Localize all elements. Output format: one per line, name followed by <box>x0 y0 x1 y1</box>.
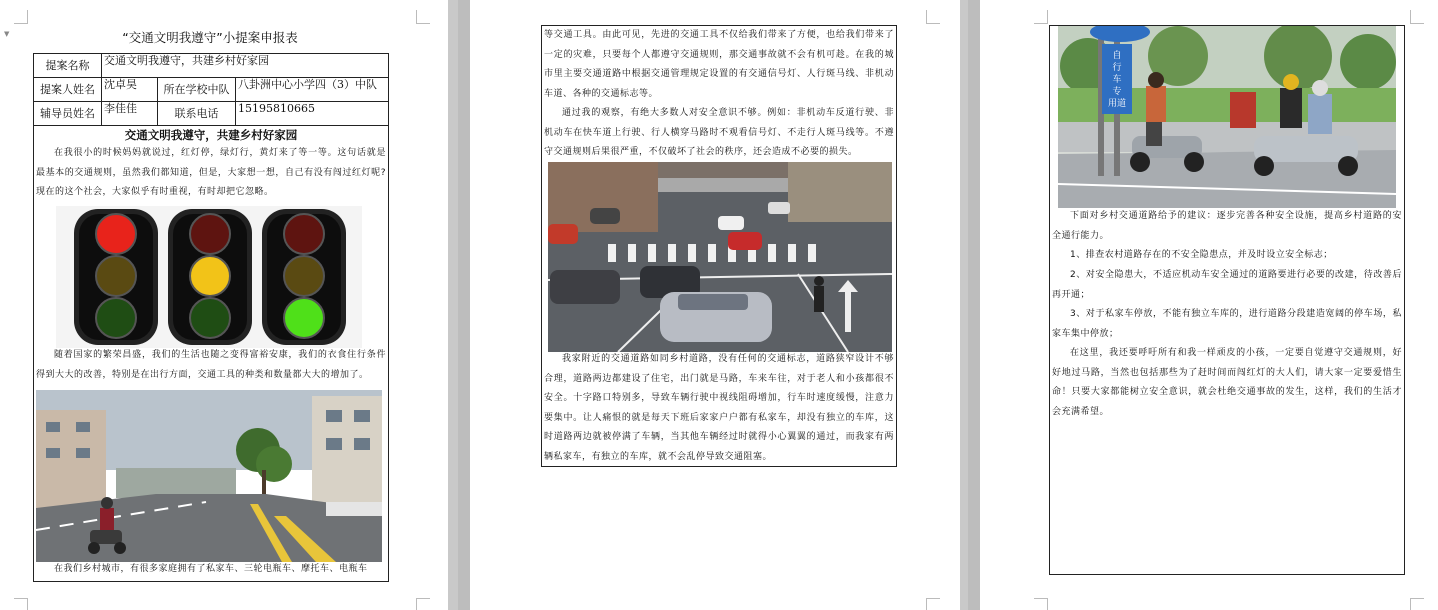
page-gutter <box>448 0 458 610</box>
page-gutter <box>968 0 980 610</box>
paragraph: 下面对乡村交通道路给予的建议：逐步完善各种安全设施，提高乡村道路的安全通行能力。 <box>1052 211 1402 241</box>
essay-frame <box>1049 25 1405 575</box>
svg-text:车: 车 <box>1112 75 1122 85</box>
traffic-lights-icon <box>56 206 362 348</box>
phone-label: 联系电话 <box>158 102 236 126</box>
document-page-3[interactable] <box>980 0 1438 610</box>
suggestion-item: 3、对于私家车停放，不能有独立车库的，进行道路分段建造宽阔的停车场，私家车集中停放； <box>1052 309 1402 339</box>
intersection-photo <box>548 162 892 352</box>
suggestion-item: 2、对安全隐患大，不适应机动车安全通过的道路要进行必要的改建，待改善后再开通； <box>1052 270 1402 300</box>
margin-mark <box>1034 598 1048 610</box>
svg-text:自: 自 <box>1112 51 1122 61</box>
yellow-light-icon <box>168 209 252 345</box>
margin-mark <box>1034 10 1048 24</box>
margin-mark <box>926 598 940 610</box>
paragraph: 在我很小的时候妈妈就说过，红灯停，绿灯行，黄灯来了等一等。这句话就是最基本的交通规则，虽然我们都知道，但是，大家想一想，自己有没有闯过红灯呢?现在的这个社会，大家似乎有时重视，有时却把它忽略。 <box>36 148 386 197</box>
page-gutter <box>458 0 470 610</box>
paragraph: 随着国家的繁荣昌盛，我们的生活也随之变得富裕安康，我们的衣食住行条件得到大大的改善，特别是在出行方面，交通工具的种类和数量都大大的增加了。 <box>36 350 386 380</box>
paragraph: 我家附近的交通道路如同乡村道路，没有任何的交通标志，道路狭窄设计不够合理，道路两边都建设了住宅，出门就是马路，车来车往，对于老人和小孩都很不安全。十字路口特别多，导致车辆行驶中视线阻碍增加，行车时速度缓慢，注意力要集中。让人痛恨的就是每天下班后家家户户都有私家车，却没有独立的车库，这时道路两边就被停满了车辆，当其他车辆经过时就得小心翼翼的通过，而我家有两辆私家车，有独立的车库，就不会乱停导致交通阻塞。 <box>544 354 894 462</box>
suggestion-item: 1、排查农村道路存在的不安全隐患点，并及时设立安全标志； <box>1070 250 1333 260</box>
advisor-name-label: 辅导员姓名 <box>34 102 102 126</box>
paragraph: 等交通工具。由此可见，先进的交通工具不仅给我们带来了方便，也给我们带来了一定的灾难，只要每个人都遵守交通规则，那交通事故就不会有机可趁。在我的城市里主要交通道路中根据交通管理规定设置的有交通信号灯、人行斑马线、非机动车道、各种的交通标志等。 <box>544 30 894 99</box>
pedestrian <box>814 276 824 312</box>
margin-mark <box>1410 10 1424 24</box>
svg-text:用道: 用道 <box>1107 99 1127 109</box>
paragraph: 在这里，我还要呼吁所有和我一样顽皮的小孩，一定要自觉遵守交通规则，好好地过马路，当然也包括那些为了赶时间而闯红灯的大人们，请大家一定要爱惜生命！只要大家都能树立安全意识，就会杜绝交通事故的发生，这样，我们的生活才会充满希望。 <box>1052 348 1402 417</box>
school-value[interactable]: 八卦洲中心小学四（3）中队 <box>236 78 389 102</box>
essay-frame <box>541 25 897 467</box>
svg-text:专: 专 <box>1112 87 1122 97</box>
svg-text:行: 行 <box>1112 63 1122 73</box>
margin-mark <box>416 598 430 610</box>
margin-mark <box>1410 598 1424 610</box>
proposal-name-label: 提案名称 <box>34 54 102 78</box>
essay-title: 交通文明我遵守，共建乡村好家园 <box>124 128 298 142</box>
school-label: 所在学校中队 <box>158 78 236 102</box>
green-light-icon <box>262 209 346 345</box>
red-light-icon <box>74 209 158 345</box>
document-page-1[interactable] <box>0 0 448 610</box>
margin-mark <box>14 10 28 24</box>
essay-frame <box>33 125 389 582</box>
advisor-name-value[interactable]: 李佳佳 <box>102 102 158 126</box>
paragraph: 在我们乡村城市，有很多家庭拥有了私家车、三轮电瓶车、摩托车、电瓶车 <box>54 564 368 574</box>
proposal-name-value[interactable]: 交通文明我遵守，共建乡村好家园 <box>102 54 389 78</box>
application-form-table <box>33 53 389 126</box>
margin-mark <box>14 598 28 610</box>
document-page-2[interactable] <box>470 0 960 610</box>
page-gutter <box>960 0 968 610</box>
phone-value[interactable]: 15195810665 <box>236 102 389 126</box>
road-photo <box>36 390 382 562</box>
proposer-name-label: 提案人姓名 <box>34 78 102 102</box>
paragraph: 通过我的观察，有绝大多数人对安全意识不够。例如：非机动车反道行驶、非机动车在快车道上行驶、行人横穿马路时不观看信号灯、不走行人斑马线等。不遵守交通规则后果很严重，不仅破坏了社会的秩序，还会造成不必要的损失。 <box>544 108 894 157</box>
proposer-name-value[interactable]: 沈卓昊 <box>102 78 158 102</box>
margin-mark <box>926 10 940 24</box>
margin-mark <box>416 10 430 24</box>
scooters-photo <box>1058 26 1396 208</box>
form-title: “交通文明我遵守”小提案申报表 <box>122 30 298 45</box>
collapse-arrow-icon[interactable]: ▼ <box>4 30 10 38</box>
